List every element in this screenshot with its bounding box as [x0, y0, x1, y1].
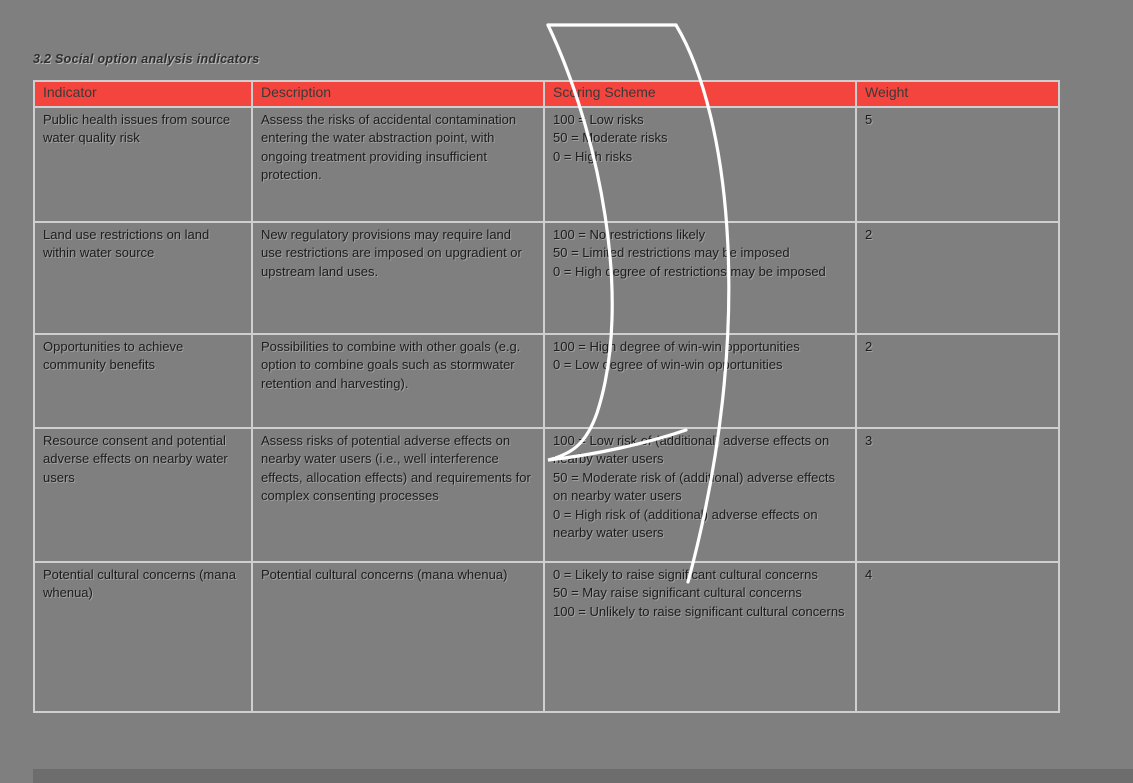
indicator-cell: Land use restrictions on land within water source — [34, 222, 252, 334]
table-row — [34, 222, 1059, 334]
indicator-cell: Opportunities to achieve community benefits — [34, 334, 252, 428]
scoring-line: 0 = High degree of restrictions may be imposed — [553, 263, 826, 279]
indicator-cell: Public health issues from source water quality risk — [34, 107, 252, 222]
weight-cell: 3 — [856, 428, 1059, 562]
scoring-line: 50 = Moderate risks — [553, 130, 668, 146]
indicator-cell: Resource consent and potential adverse effects on nearby water users — [34, 428, 252, 562]
scoring-line: 50 = Moderate risk of (additional) adverse effects on nearby water users — [553, 469, 835, 504]
column-header-description: Description — [252, 81, 544, 107]
bottom-shadow-bar — [33, 769, 1133, 783]
scoring-line: 100 = Unlikely to raise significant cultural concerns — [553, 603, 845, 619]
weight-cell: 2 — [856, 334, 1059, 428]
column-header-weight: Weight — [856, 81, 1059, 107]
scoring-line: 0 = High risks — [553, 148, 633, 164]
description-cell: Potential cultural concerns (mana whenua) — [252, 562, 544, 712]
scoring-cell — [544, 107, 856, 222]
column-header-scoring-scheme: Scoring Scheme — [544, 81, 856, 107]
scoring-cell — [544, 222, 856, 334]
indicator-analysis-table — [33, 80, 1060, 713]
scoring-line: 100 = No restrictions likely — [553, 227, 706, 242]
table-caption: 3.2 Social option analysis indicators — [33, 52, 260, 66]
table-row — [34, 334, 1059, 428]
table-row — [34, 107, 1059, 222]
weight-cell: 2 — [856, 222, 1059, 334]
description-cell: New regulatory provisions may require land use restrictions are imposed on upgradient or upstream land uses. — [252, 222, 544, 334]
weight-cell: 4 — [856, 562, 1059, 712]
scoring-line: 0 = High risk of (additional) adverse effects on nearby water users — [553, 506, 818, 541]
description-cell: Possibilities to combine with other goals (e.g. option to combine goals such as stormwater retention and harvesting). — [252, 334, 544, 428]
scoring-cell — [544, 428, 856, 562]
scoring-line: 50 = Limited restrictions may be imposed — [553, 245, 790, 261]
description-cell: Assess the risks of accidental contamination entering the water abstraction point, with ongoing treatment providing insufficient protection. — [252, 107, 544, 222]
scoring-line: 100 = Low risk of (additional) adverse effects on nearby water users — [553, 433, 830, 467]
scoring-line: 0 = Likely to raise significant cultural concerns — [553, 567, 818, 582]
table-row — [34, 562, 1059, 712]
scoring-line: 0 = Low degree of win-win opportunities — [553, 357, 783, 373]
scoring-line: 100 = High degree of win-win opportunities — [553, 339, 800, 354]
indicator-cell: Potential cultural concerns (mana whenua) — [34, 562, 252, 712]
description-cell: Assess risks of potential adverse effects on nearby water users (i.e., well interference effects, allocation effects) and requirements for complex consenting processes — [252, 428, 544, 562]
table-row — [34, 428, 1059, 562]
table-header-row — [34, 81, 1059, 107]
scoring-cell — [544, 334, 856, 428]
scoring-cell — [544, 562, 856, 712]
column-header-indicator: Indicator — [34, 81, 252, 107]
weight-cell: 5 — [856, 107, 1059, 222]
scoring-line: 100 = Low risks — [553, 112, 644, 127]
scoring-line: 50 = May raise significant cultural concerns — [553, 585, 802, 601]
